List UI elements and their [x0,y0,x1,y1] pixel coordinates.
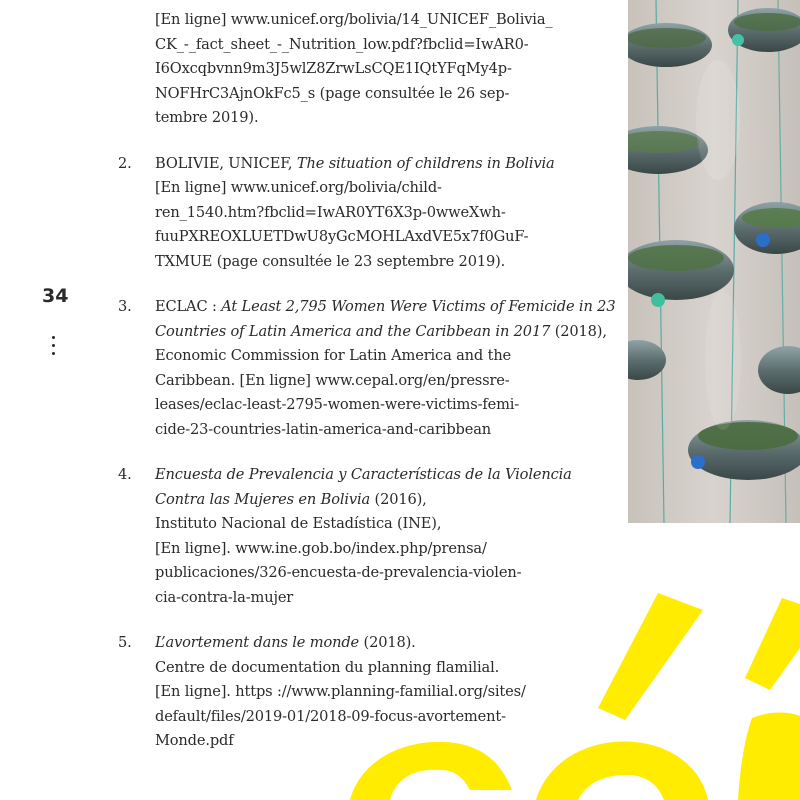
reference-line [155,225,558,250]
reference-number: 3. [118,298,132,315]
reference-text: ECLAC : [155,298,222,315]
reference-title-text: Contra las Mujeres en Bolivia [155,490,371,508]
reference-title-text: Countries of Latin America and the Caribbean in 2017 [155,322,551,340]
reference-text: fuuPXREOXLUETDwU8yGcMOHLAxdVE5x7f0GuF- [155,228,529,245]
reference-item [118,463,572,610]
reference-line [155,729,558,754]
reference-text: ren_1540.htm?fbclid=IwAR0YT6X3p-0wweXwh- [155,203,506,221]
reference-item [118,8,558,131]
reference-number: 2. [118,154,132,172]
reference-item [118,152,558,275]
reference-text: Instituto Nacional de Estadística (INE), [155,515,442,532]
reference-number: 5. [118,634,132,651]
reference-line [155,201,558,226]
reference-text: (2016), [370,490,427,508]
reference-text: (2018). [359,634,416,651]
reference-line [155,33,558,58]
reference-text: Economic Commission for Latin America and the [155,347,512,364]
reference-text: CK_-_fact_sheet_-_Nutrition_low.pdf?fbclid=IwAR0- [155,35,529,53]
reference-title-text: Encuesta de Prevalencia y Características de la Violencia [155,466,572,483]
reference-line [155,680,558,705]
reference-text: cide-23-countries-latin-america-and-caribbean [155,420,491,438]
reference-title-text: L’avortement dans le monde [155,634,360,651]
reference-line [155,8,558,33]
reference-line [155,82,558,107]
reference-text: NOFHrC3AjnOkFc5_s (page consultée le 26 sep- [155,84,510,102]
reference-line [155,250,558,275]
reference-number: 4. [118,466,132,483]
reference-text: Monde.pdf [155,732,234,749]
reference-line [155,561,558,586]
reference-text: [En ligne] www.unicef.org/bolivia/child- [155,179,442,196]
page-dots [52,336,56,360]
reference-line [155,176,558,201]
reference-text: [En ligne]. https ://www.planning-familial.org/sites/ [155,683,526,700]
reference-text: TXMUE (page consultée le 23 septembre 2019). [155,252,506,270]
reference-line [155,152,558,177]
reference-line [155,106,558,131]
reference-line [155,512,558,537]
hanging-bottle-planters-photo [628,0,800,523]
reference-text: tembre 2019). [155,109,259,126]
reference-line [155,418,558,443]
reference-line [155,295,616,320]
reference-text: I6Oxcqbvnn9m3J5wlZ8ZrwLsCQE1IQtYFqMy4p- [155,60,512,77]
reference-text: leases/eclac-least-2795-women-were-victims-femi- [155,396,520,413]
reference-text: [En ligne] www.unicef.org/bolivia/14_UNICEF_Bolivia_ [155,11,553,28]
reference-line [155,586,558,611]
reference-text: BOLIVIE, UNICEF, [155,154,297,172]
reference-text: cia-contra-la-mujer [155,588,294,606]
reference-line [155,463,572,488]
reference-line [155,57,558,82]
reference-list [118,8,616,754]
reference-line [155,705,558,730]
reference-text: Centre de documentation du planning flamilial. [155,658,500,676]
reference-text: (2018), [550,322,607,340]
reference-line [155,656,558,681]
reference-text: Caribbean. [En ligne] www.cepal.org/en/pressre- [155,371,510,389]
reference-item [118,631,558,754]
reference-text: publicaciones/326-encuesta-de-prevalencia-violen- [155,564,522,581]
reference-title-text: At Least 2,795 Women Were Victims of Femicide in 23 [221,298,616,315]
reference-item [118,295,616,442]
reference-line [155,320,607,345]
reference-text: default/files/2019-01/2018-09-focus-avortement- [155,707,506,725]
reference-line [155,631,558,656]
page-number: 34 [42,285,69,307]
reference-line [155,369,558,394]
reference-line [155,537,558,562]
reference-line [155,393,558,418]
reference-line [155,488,558,513]
reference-title-text: The situation of childrens in Bolivia [296,154,555,172]
reference-text: [En ligne]. www.ine.gob.bo/index.php/prensa/ [155,539,487,557]
reference-line [155,344,558,369]
